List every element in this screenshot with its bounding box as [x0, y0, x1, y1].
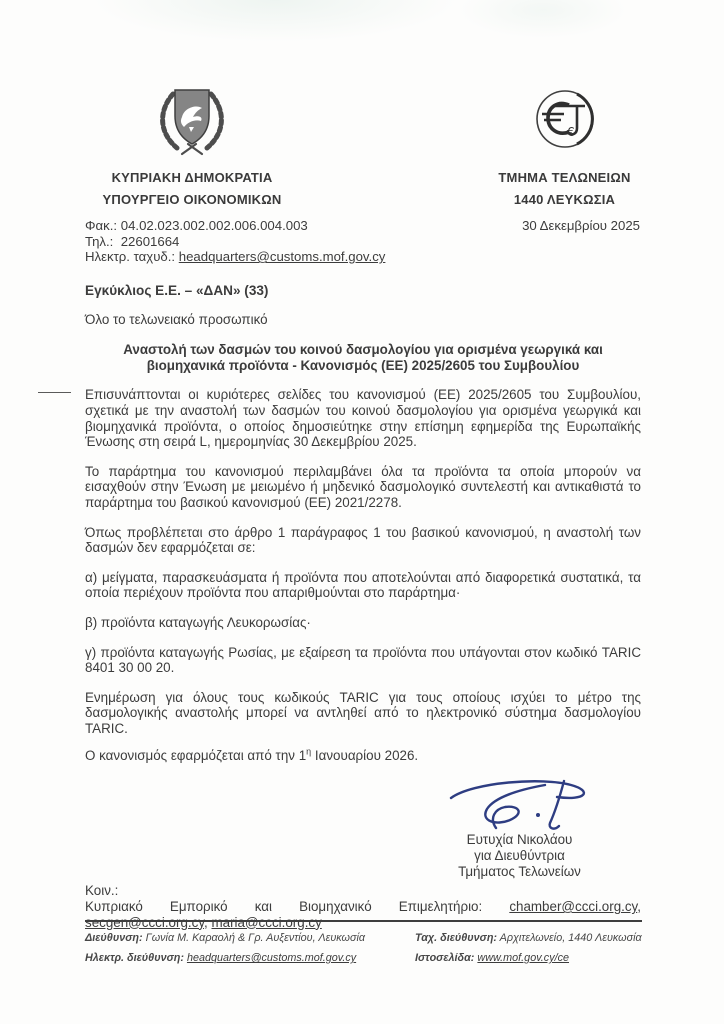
email-row: [85, 249, 445, 265]
paragraph-taric: Ενημέρωση για όλους τους κωδικούς TARIC για τους οποίους ισχύει το μέτρο της δασμολογικής αναστολής μπορεί να αντληθεί από το ηλεκτρονικό σύστημα δασμολογίου TARIC.: [85, 689, 641, 736]
application-date-text: Ο κανονισμός εφαρμόζεται από την 1: [85, 748, 307, 764]
file-reference: [85, 218, 445, 234]
footer-address: [85, 932, 415, 944]
footer-postal-label: Ταχ. διεύθυνση:: [415, 932, 498, 944]
svg-text:€: €: [566, 125, 575, 139]
margin-dash-mark: [38, 392, 71, 393]
email-link[interactable]: headquarters@customs.mof.gov.cy: [178, 249, 386, 265]
cc-email-2-link[interactable]: secgen@ccci.org.cy: [85, 914, 205, 930]
list-item-a: α) μείγματα, παρασκευάσματα ή προϊόντα που αποτελούνται από διαφορετικά συστατικά, τα οποία περιέχουν προϊόντα που απαριθμούνται στο παράρτημα·: [85, 569, 641, 601]
ministry-name: ΥΠΟΥΡΓΕΙΟ ΟΙΚΟΝΟΜΙΚΩΝ: [102, 192, 282, 207]
footer-address-label: Διεύθυνση:: [85, 932, 143, 944]
department-name: ΤΜΗΜΑ ΤΕΛΩΝΕΙΩΝ: [498, 170, 631, 185]
signatory-name: Ευτυχία Νικολάου: [466, 832, 573, 848]
paragraph-application-date: [85, 748, 641, 764]
footer-contact-bar: [85, 920, 642, 964]
list-item-b: β) προϊόντα καταγωγής Λευκορωσίας·: [85, 614, 311, 630]
footer-postal-value: Αρχιτελωνείο, 1440 Λευκωσία: [497, 932, 642, 944]
customs-logo-icon: [533, 88, 597, 152]
cc-label: Κοιν.:: [85, 883, 119, 899]
letterhead-republic: [92, 84, 292, 207]
signatory-department: Τμήματος Τελωνείων: [458, 863, 581, 879]
footer-address-value: Γωνία Μ. Καραολή & Γρ. Αυξεντίου, Λευκωσία: [142, 932, 366, 944]
email-label: Ηλεκτρ. ταχυδ.:: [85, 249, 176, 265]
subject-title: Αναστολή των δασμών του κοινού δασμολογίου για ορισμένα γεωργικά και βιομηχανικά προϊόντα - Κανονισμός (ΕΕ) 2025/2605 του Συμβουλίου: [123, 342, 603, 373]
coat-of-arms-icon: [151, 84, 233, 158]
cc-organisation: Κυπριακό Εμπορικό και Βιομηχανικό Επιμελητήριο:: [85, 899, 510, 915]
handwritten-signature-icon: [445, 776, 595, 834]
letterhead-customs: [462, 88, 667, 207]
footer-website-link[interactable]: www.mof.gov.cy/ce: [477, 952, 569, 964]
ordinal-superscript: η: [306, 747, 312, 757]
republic-name: ΚΥΠΡΙΑΚΗ ΔΗΜΟΚΡΑΤΙΑ: [111, 170, 273, 185]
fax-value: 04.02.023.002.002.006.004.003: [120, 218, 308, 233]
phone-value: 22601664: [120, 233, 180, 249]
footer-email: [85, 952, 415, 964]
cc-separator-1: ,: [637, 899, 641, 915]
letter-date: 30 Δεκεμβρίου 2025: [522, 218, 640, 233]
footer-postal: [415, 932, 642, 944]
phone-row: [85, 234, 445, 250]
paragraph-attachment: Επισυνάπτονται οι κυριότερες σελίδες του κανονισμού (ΕΕ) 2025/2605 του Συμβουλίου, σχετικά με την αναστολή των δασμών του κοινού δασμολογίου για ορισμένα γεωργικά και βιομηχανικά προϊόντα, ο οποίος δημοσιεύτηκε στην επίσημη εφημερίδα της Ευρωπαϊκής Ένωσης στη σειρά L, ημερομηνίας 30 Δεκεμβρίου 2025.: [85, 387, 641, 450]
recipients-line: Όλο το τελωνειακό προσωπικό: [85, 311, 268, 327]
department-city: 1440 ΛΕΥΚΩΣΙΑ: [513, 192, 616, 207]
cc-email-1-link[interactable]: chamber@ccci.org.cy: [509, 899, 638, 915]
paragraph-exclusions-intro: Όπως προβλέπεται στο άρθρο 1 παράγραφος 1 του βασικού κανονισμού, η αναστολή των δασμών δεν εφαρμόζεται σε:: [85, 524, 641, 556]
footer-website: [415, 952, 642, 964]
letter-body: [85, 283, 641, 930]
list-item-c: γ) προϊόντα καταγωγής Ρωσίας, με εξαίρεση τα προϊόντα που υπάγονται στον κωδικό TARIC 8401 30 00 20.: [85, 644, 641, 676]
circular-number: Εγκύκλιος Ε.Ε. – «ΔΑΝ» (33): [85, 283, 269, 298]
reference-block: [85, 218, 445, 265]
cc-email-3-link[interactable]: maria@ccci.org.cy: [211, 914, 322, 930]
fax-label: Φακ.:: [85, 218, 118, 233]
phone-label: Τηλ.:: [85, 233, 114, 249]
footer-email-link[interactable]: headquarters@customs.mof.gov.cy: [186, 952, 357, 964]
application-date-rest: Ιανουαρίου 2026.: [311, 748, 419, 764]
paragraph-annex: Το παράρτημα του κανονισμού περιλαμβάνει όλα τα προϊόντα τα οποία μπορούν να εισαχθούν στην Ένωση με μειωμένο ή μηδενικό δασμολογικό συντελεστή και αντικαθιστά το παράρτημα του βασικού κανονισμού (ΕΕ) 2021/2278.: [85, 463, 641, 510]
cc-separator-2: ,: [204, 914, 212, 930]
signatory-role: για Διευθύντρια: [474, 847, 565, 863]
footer-website-label: Ιστοσελίδα:: [415, 952, 475, 964]
signature-block: [402, 776, 637, 879]
footer-email-label: Ηλεκτρ. διεύθυνση:: [85, 952, 184, 964]
